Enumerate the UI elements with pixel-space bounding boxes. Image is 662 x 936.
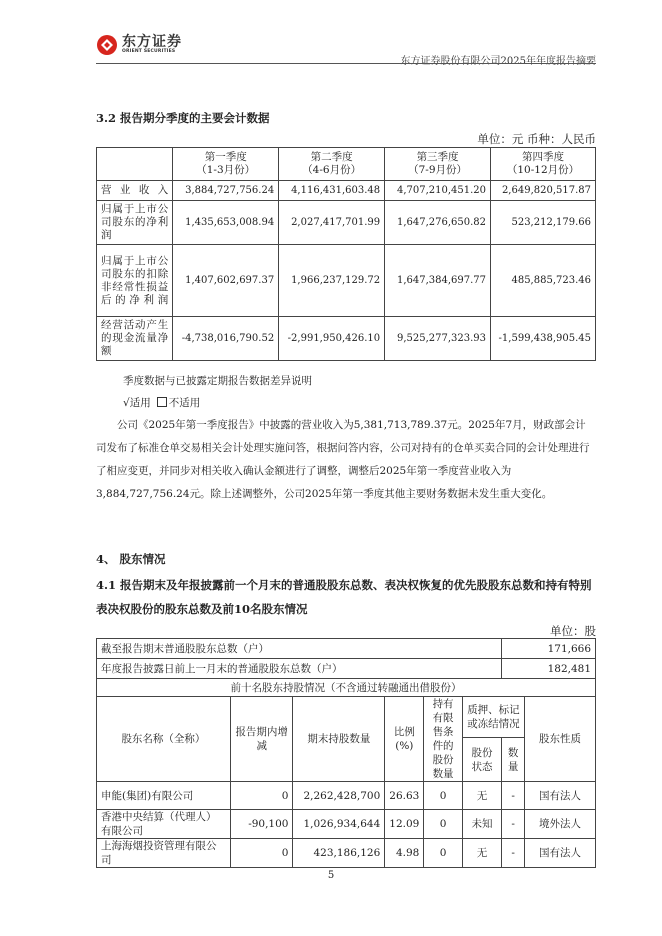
checkbox-icon bbox=[157, 397, 167, 407]
table-header-row bbox=[97, 697, 596, 738]
shareholder-status: 未知 bbox=[462, 810, 501, 839]
shareholder-held: 1,026,934,644 bbox=[293, 810, 385, 839]
adjustment-paragraph: 公司《2025年第一季度报告》中披露的营业收入为5,381,713,789.37元。2025年7月，财政部会计司发布了标准仓单交易相关会计处理实施问答，根据问答内容，公司对持有的仓单买卖合同的会计处理进行了相应变更，并同步对相关收入确认金额进行了调整，调整后2025年第一季度营业收入为3,884,727,756.24元。除上述调整外，公司2025年第一季度其他主要财务数据未发生重大变化。 bbox=[96, 419, 590, 500]
column-header: 第一季度 （1-3月份） bbox=[173, 148, 279, 181]
shareholder-change: 0 bbox=[230, 839, 293, 868]
table-cell: -1,599,438,905.45 bbox=[491, 317, 596, 361]
col-change-header: 报告期内增减 bbox=[230, 697, 293, 782]
shareholder-change: 0 bbox=[230, 782, 293, 810]
orient-logo-icon bbox=[96, 34, 118, 56]
table-cell: -2,991,950,426.10 bbox=[279, 317, 385, 361]
table-cell: 2,027,417,701.99 bbox=[279, 201, 385, 245]
column-header: 第二季度 （4-6月份） bbox=[279, 148, 385, 181]
shareholder-qty: - bbox=[502, 810, 525, 839]
header-divider bbox=[96, 63, 596, 64]
col-ratio-header: 比例(%) bbox=[385, 697, 424, 782]
unit-label: 单位：元 币种：人民币 bbox=[477, 132, 596, 146]
shareholder-restricted: 0 bbox=[424, 782, 462, 810]
table-row bbox=[97, 639, 596, 659]
table-cell: 523,212,179.66 bbox=[491, 201, 596, 245]
shareholder-restricted: 0 bbox=[424, 839, 462, 868]
table-row bbox=[97, 201, 596, 245]
table-cell: 1,647,384,697.77 bbox=[385, 245, 491, 317]
col-name-header: 股东名称（全称） bbox=[97, 697, 231, 782]
shareholder-ratio: 26.63 bbox=[385, 782, 424, 810]
total-holders-row-value: 171,666 bbox=[502, 639, 596, 659]
shareholder-nature: 境外法人 bbox=[525, 810, 596, 839]
table-cell: 1,647,276,650.82 bbox=[385, 201, 491, 245]
header-blank-cell bbox=[97, 148, 173, 181]
section-4-title: 4、 股东情况 bbox=[96, 552, 166, 566]
applicability-line bbox=[123, 392, 593, 415]
page-header bbox=[96, 34, 596, 70]
prev-holders-value: 182,481 bbox=[502, 659, 596, 679]
table-row bbox=[97, 782, 596, 810]
section-4-1-title: 4.1 报告期末及年报披露前一个月末的普通股股东总数、表决权恢复的优先股股东总数和持有特别表决权股份的股东总数及前10名股东情况 bbox=[96, 578, 592, 616]
shareholder-status: 无 bbox=[462, 782, 501, 810]
table-row bbox=[97, 679, 596, 697]
table-cell: -4,738,016,790.52 bbox=[173, 317, 279, 361]
prev-holders-label: 年度报告披露日前上一月末的普通股股东总数（户） bbox=[97, 659, 502, 679]
table-cell: 3,884,727,756.24 bbox=[173, 181, 279, 201]
shareholder-qty: - bbox=[502, 782, 525, 810]
section-3-2-title: 3.2 报告期分季度的主要会计数据 bbox=[96, 111, 270, 125]
shareholder-ratio: 4.98 bbox=[385, 839, 424, 868]
column-header: 第四季度 （10-12月份） bbox=[491, 148, 596, 181]
shareholder-change: -90,100 bbox=[230, 810, 293, 839]
shareholder-restricted: 0 bbox=[424, 810, 462, 839]
shareholder-nature: 国有法人 bbox=[525, 782, 596, 810]
diff-note: 季度数据与已披露定期报告数据差异说明 bbox=[123, 375, 312, 387]
table-cell: 4,707,210,451.20 bbox=[385, 181, 491, 201]
page-number: 5 bbox=[327, 870, 335, 881]
shareholder-name: 上海海烟投资管理有限公司 bbox=[97, 839, 231, 868]
shareholder-status: 无 bbox=[462, 839, 501, 868]
unit-label-shares: 单位：股 bbox=[550, 624, 596, 638]
table-row bbox=[97, 839, 596, 868]
shareholder-held: 423,186,126 bbox=[293, 839, 385, 868]
total-holders-row-label: 截至报告期末普通股股东总数（户） bbox=[97, 639, 502, 659]
col-pledge-status-header: 股份状态 bbox=[462, 738, 501, 782]
col-nature-header: 股东性质 bbox=[525, 697, 596, 782]
table-row bbox=[97, 810, 596, 839]
table-cell: 485,885,723.46 bbox=[491, 245, 596, 317]
table-cell: 4,116,431,603.48 bbox=[279, 181, 385, 201]
shareholder-ratio: 12.09 bbox=[385, 810, 424, 839]
logo-cn-text: 东方证券 bbox=[122, 34, 182, 51]
row-label: 营业收入 bbox=[97, 181, 173, 201]
shareholder-held: 2,262,428,700 bbox=[293, 782, 385, 810]
col-held-header: 期末持股数量 bbox=[293, 697, 385, 782]
not-applicable-option: 不适用 bbox=[168, 397, 201, 409]
shareholder-name: 香港中央结算（代理人）有限公司 bbox=[97, 810, 231, 839]
table-cell: 1,435,653,008.94 bbox=[173, 201, 279, 245]
col-restricted-header: 持有有限售条件的股份数量 bbox=[424, 697, 462, 782]
table-header-row bbox=[97, 148, 596, 181]
row-label: 归属于上市公司股东的扣除非经常性损益后的净利润 bbox=[97, 245, 173, 317]
shareholder-qty: - bbox=[502, 839, 525, 868]
table-cell: 2,649,820,517.87 bbox=[491, 181, 596, 201]
table-cell: 1,407,602,697.37 bbox=[173, 245, 279, 317]
shareholder-name: 申能(集团)有限公司 bbox=[97, 782, 231, 810]
logo-en-text: ORIENT SECURITIES bbox=[122, 49, 176, 55]
shareholder-nature: 国有法人 bbox=[525, 839, 596, 868]
applicable-option: √适用 bbox=[123, 397, 151, 409]
table-row bbox=[97, 245, 596, 317]
quarterly-data-table bbox=[96, 147, 596, 361]
table-cell: 9,525,277,323.93 bbox=[385, 317, 491, 361]
top10-title: 前十名股东持股情况（不含通过转融通出借股份） bbox=[97, 679, 596, 697]
column-header: 第三季度 （7-9月份） bbox=[385, 148, 491, 181]
col-pledge-header: 质押、标记或冻结情况 bbox=[462, 697, 524, 738]
doc-title: 东方证券股份有限公司2025年年度报告摘要 bbox=[400, 56, 596, 67]
table-cell: 1,966,237,129.72 bbox=[279, 245, 385, 317]
table-row bbox=[97, 659, 596, 679]
table-row bbox=[97, 181, 596, 201]
row-label: 经营活动产生的现金流量净额 bbox=[97, 317, 173, 361]
col-pledge-qty-header: 数量 bbox=[502, 738, 525, 782]
table-row bbox=[97, 317, 596, 361]
company-logo bbox=[96, 34, 182, 56]
row-label: 归属于上市公司股东的净利润 bbox=[97, 201, 173, 245]
shareholder-detail-table bbox=[96, 638, 596, 868]
